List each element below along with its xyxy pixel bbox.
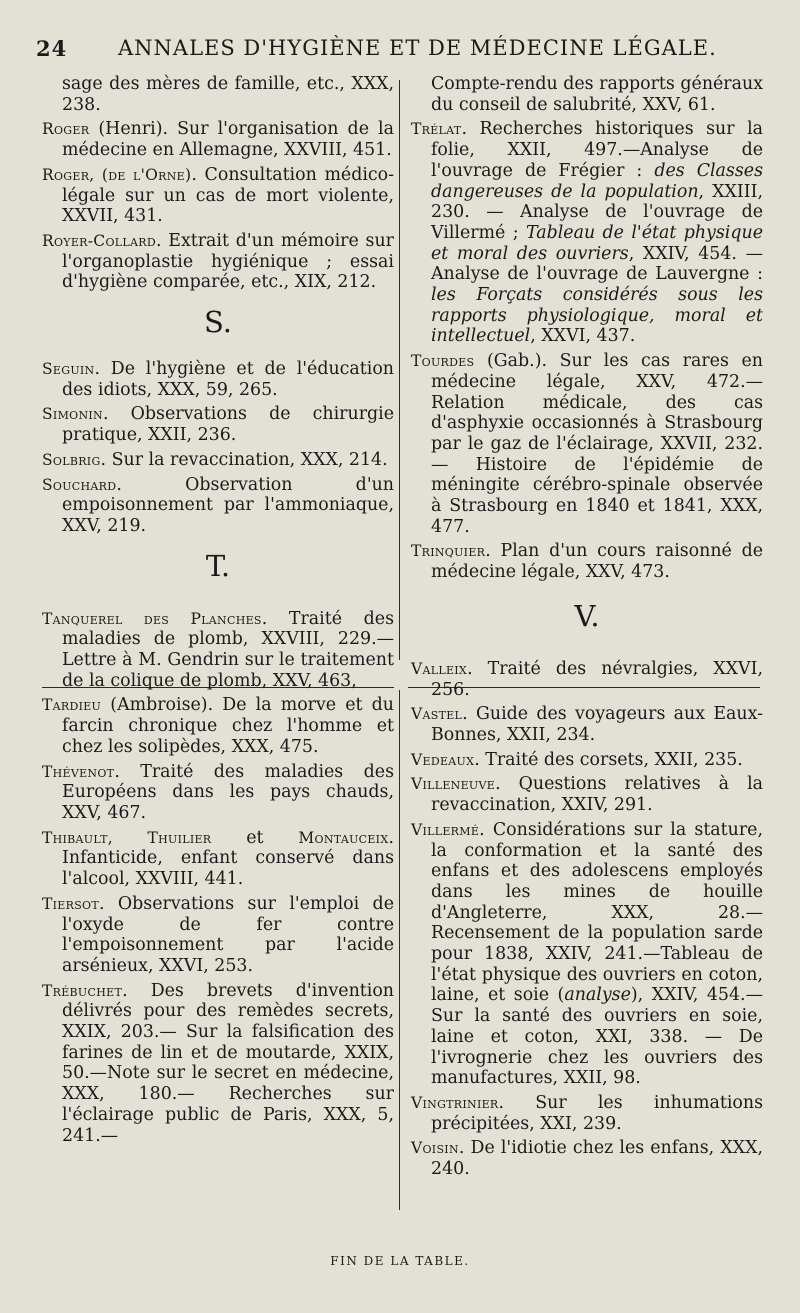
entry-text: . Considérations sur la stature, la conformation et la santé des enfans et des adolescens employés dans les mines de houille d'Angleterre, XXX, 28.— Recensement de la population sarde pour 1838, XXIV, 241.—Tableau de l'état physique des ouvriers en coton, laine, et soie (	[431, 819, 763, 1006]
entry-author: Souchard	[42, 475, 117, 494]
entry-text: . Guide des voyageurs aux Eaux-Bonnes, XXII, 234.	[431, 704, 763, 745]
left-top-entries	[42, 74, 394, 293]
entry-text: Compte-rendu des rapports généraux du conseil de salubrité, XXV, 61.	[431, 74, 763, 115]
entry-text: . Observations de chirurgie pratique, XXII, 236.	[62, 404, 394, 446]
entry-text: . De l'idiotie chez les enfans, XXX, 240.	[431, 1138, 763, 1180]
entry-title-italic: analyse	[564, 985, 631, 1006]
index-entry	[411, 74, 763, 115]
index-entry	[411, 351, 763, 537]
index-entry	[42, 981, 394, 1147]
entry-author: Thévenot	[42, 762, 115, 781]
index-entry	[42, 609, 394, 692]
entry-author: Tardieu	[42, 696, 102, 715]
entry-author: Vastel	[411, 705, 463, 724]
index-entry	[411, 541, 763, 582]
entry-text: . Observations sur l'emploi de l'oxyde de fer contre l'empoisonnement par l'acide arsénieux, XXVI, 253.	[62, 893, 394, 976]
v-entries	[411, 659, 763, 1180]
index-entry	[411, 774, 763, 815]
index-entry	[411, 820, 763, 1089]
entry-text: . Observation d'un empoisonnement par l'ammoniaque, XXV, 219.	[62, 474, 394, 536]
right-top-entries	[411, 74, 763, 583]
entry-text: et	[211, 827, 299, 848]
entry-title-italic: des Classes dangereuses de la population	[431, 160, 763, 202]
entry-text: (Henri). Sur l'organisation de la médecine en Allemagne, XXVIII, 451.	[62, 119, 394, 161]
index-entry	[42, 119, 394, 160]
right-column	[411, 74, 763, 1184]
entry-text: . Sur les inhumations précipitées, XXI, 239.	[431, 1092, 763, 1134]
index-entry	[411, 119, 763, 347]
index-entry	[42, 450, 394, 471]
entry-author: Valleix	[411, 659, 468, 678]
entry-text: . Plan d'un cours raisonné de médecine légale, XXV, 473.	[431, 541, 763, 583]
s-entries	[42, 359, 394, 537]
entry-text: , XXVI, 437.	[530, 326, 636, 347]
section-letter-s: S.	[203, 305, 233, 340]
entry-author: Vedeaux	[411, 750, 475, 769]
entry-text: . De l'hygiène et de l'éducation des idiots, XXX, 59, 265.	[62, 359, 394, 400]
page-number: 24	[36, 36, 68, 61]
entry-author: Thibault, Thuilier	[42, 828, 212, 847]
entry-author: Tourdes	[411, 352, 475, 371]
entry-text: , XXIII, 230. — Analyse de l'ouvrage de Villermé ;	[431, 181, 763, 243]
entry-text: . Infanticide, enfant conservé dans l'alcool, XXVIII, 441.	[62, 827, 394, 890]
entry-author: Seguin	[42, 360, 95, 379]
index-entry	[411, 659, 763, 700]
entry-text: . Traité des corsets, XXII, 235.	[474, 749, 743, 770]
column-divider-bottom	[399, 690, 400, 1210]
index-entry	[42, 828, 394, 890]
index-entry	[42, 894, 394, 977]
index-entry	[411, 1138, 763, 1179]
entry-author: Vingtrinier	[411, 1093, 499, 1112]
index-entry	[42, 475, 394, 537]
entry-author: Montauceix	[298, 828, 389, 847]
section-letter-v: V.	[574, 598, 600, 633]
section-letter-t: T.	[205, 548, 231, 583]
entry-author: Trébuchet	[42, 981, 123, 1000]
entry-text: . Traité des maladies de plomb, XXVIII, 229.— Lettre à M. Gendrin sur le traitement de la colique de plomb, XXV, 463,	[62, 608, 394, 691]
end-of-table-note: FIN DE LA TABLE.	[330, 1254, 470, 1268]
entry-author: Villeneuve	[411, 775, 496, 794]
entry-author: Trélat	[411, 120, 462, 139]
entry-author: Tanquerel des Planches	[42, 609, 262, 628]
entry-author: Simonin	[42, 405, 103, 424]
entry-author: Royer-Collard	[42, 231, 156, 250]
entry-text: sage des mères de famille, etc., XXX, 238.	[62, 74, 394, 115]
entry-author: Tiersot	[42, 894, 99, 913]
entry-text: . Traité des maladies des Européens dans les pays chauds, XXV, 467.	[62, 761, 394, 823]
t-entries	[42, 609, 394, 1147]
entry-text: . Sur la revaccination, XXX, 214.	[100, 449, 388, 470]
index-entry	[42, 762, 394, 824]
entry-text: . Traité des névralgies, XXVI, 256.	[431, 658, 763, 700]
entry-title-italic: les Forçats considérés sous les rapports physiologique, moral et intellectuel	[431, 285, 763, 347]
entry-author: Villermé	[411, 820, 480, 839]
index-entry	[42, 231, 394, 293]
index-entry	[42, 359, 394, 400]
entry-text: , XXIV, 454. — Analyse de l'ouvrage de Lauvergne :	[431, 243, 763, 285]
entry-author: Solbrig	[42, 450, 101, 469]
entry-author: Roger	[42, 120, 90, 139]
index-entry	[411, 1093, 763, 1134]
entry-author: Roger, (de l'Orne)	[42, 165, 192, 184]
index-entry	[42, 165, 394, 227]
index-entry	[411, 750, 763, 771]
entry-text: . Consultation médico-légale sur un cas de mort violente, XXVII, 431.	[62, 164, 395, 227]
entry-text: . Questions relatives à la revaccination, XXIV, 291.	[431, 774, 763, 816]
index-entry	[42, 404, 394, 445]
index-entry	[42, 695, 394, 757]
entry-text: . Extrait d'un mémoire sur l'organoplastie hygiénique ; essai d'hygiène comparée, etc., XIX, 212.	[62, 230, 394, 293]
entry-text: ), XXIV, 454.— Sur la santé des ouvriers en soie, laine et coton, XXI, 338. — De l'ivrognerie chez les ouvriers des manufactures, XXII, 98.	[431, 985, 763, 1089]
running-title: ANNALES D'HYGIÈNE ET DE MÉDECINE LÉGALE.	[118, 36, 717, 60]
entry-text: (Ambroise). De la morve et du farcin chronique chez l'homme et chez les solipèdes, XXX, 475.	[62, 695, 394, 757]
entry-author: Voisin	[411, 1139, 459, 1158]
entry-text: . Des brevets d'invention délivrés pour des remèdes secrets, XXIX, 203.— Sur la falsification des farines de lin et de moutarde, XXIX, 50.—Note sur le secret en médecine, XXX, 180.— Recherches sur l'éclairage public de Paris, XXX, 5, 241.—	[62, 980, 394, 1146]
index-entry	[42, 74, 394, 115]
entry-author: Trinquier	[411, 542, 486, 561]
entry-text: (Gab.). Sur les cas rares en médecine légale, XXV, 472.— Relation médicale, des cas d'asphyxie occasionnés à Strasbourg par le gaz de l'éclairage, XXVII, 232. — Histoire de l'épidémie de méningite cérébro-spinale observée à Strasbourg en 1840 et 1841, XXX, 477.	[431, 351, 763, 537]
column-divider-top	[399, 80, 400, 660]
running-header	[36, 36, 776, 68]
entry-text: . Recherches historiques sur la folie, XXII, 497.—Analyse de l'ouvrage de Frégier :	[431, 119, 763, 181]
left-column	[42, 74, 394, 1150]
entry-title-italic: Tableau de l'état physique et moral des ouvriers	[431, 222, 763, 264]
index-entry	[411, 704, 763, 745]
